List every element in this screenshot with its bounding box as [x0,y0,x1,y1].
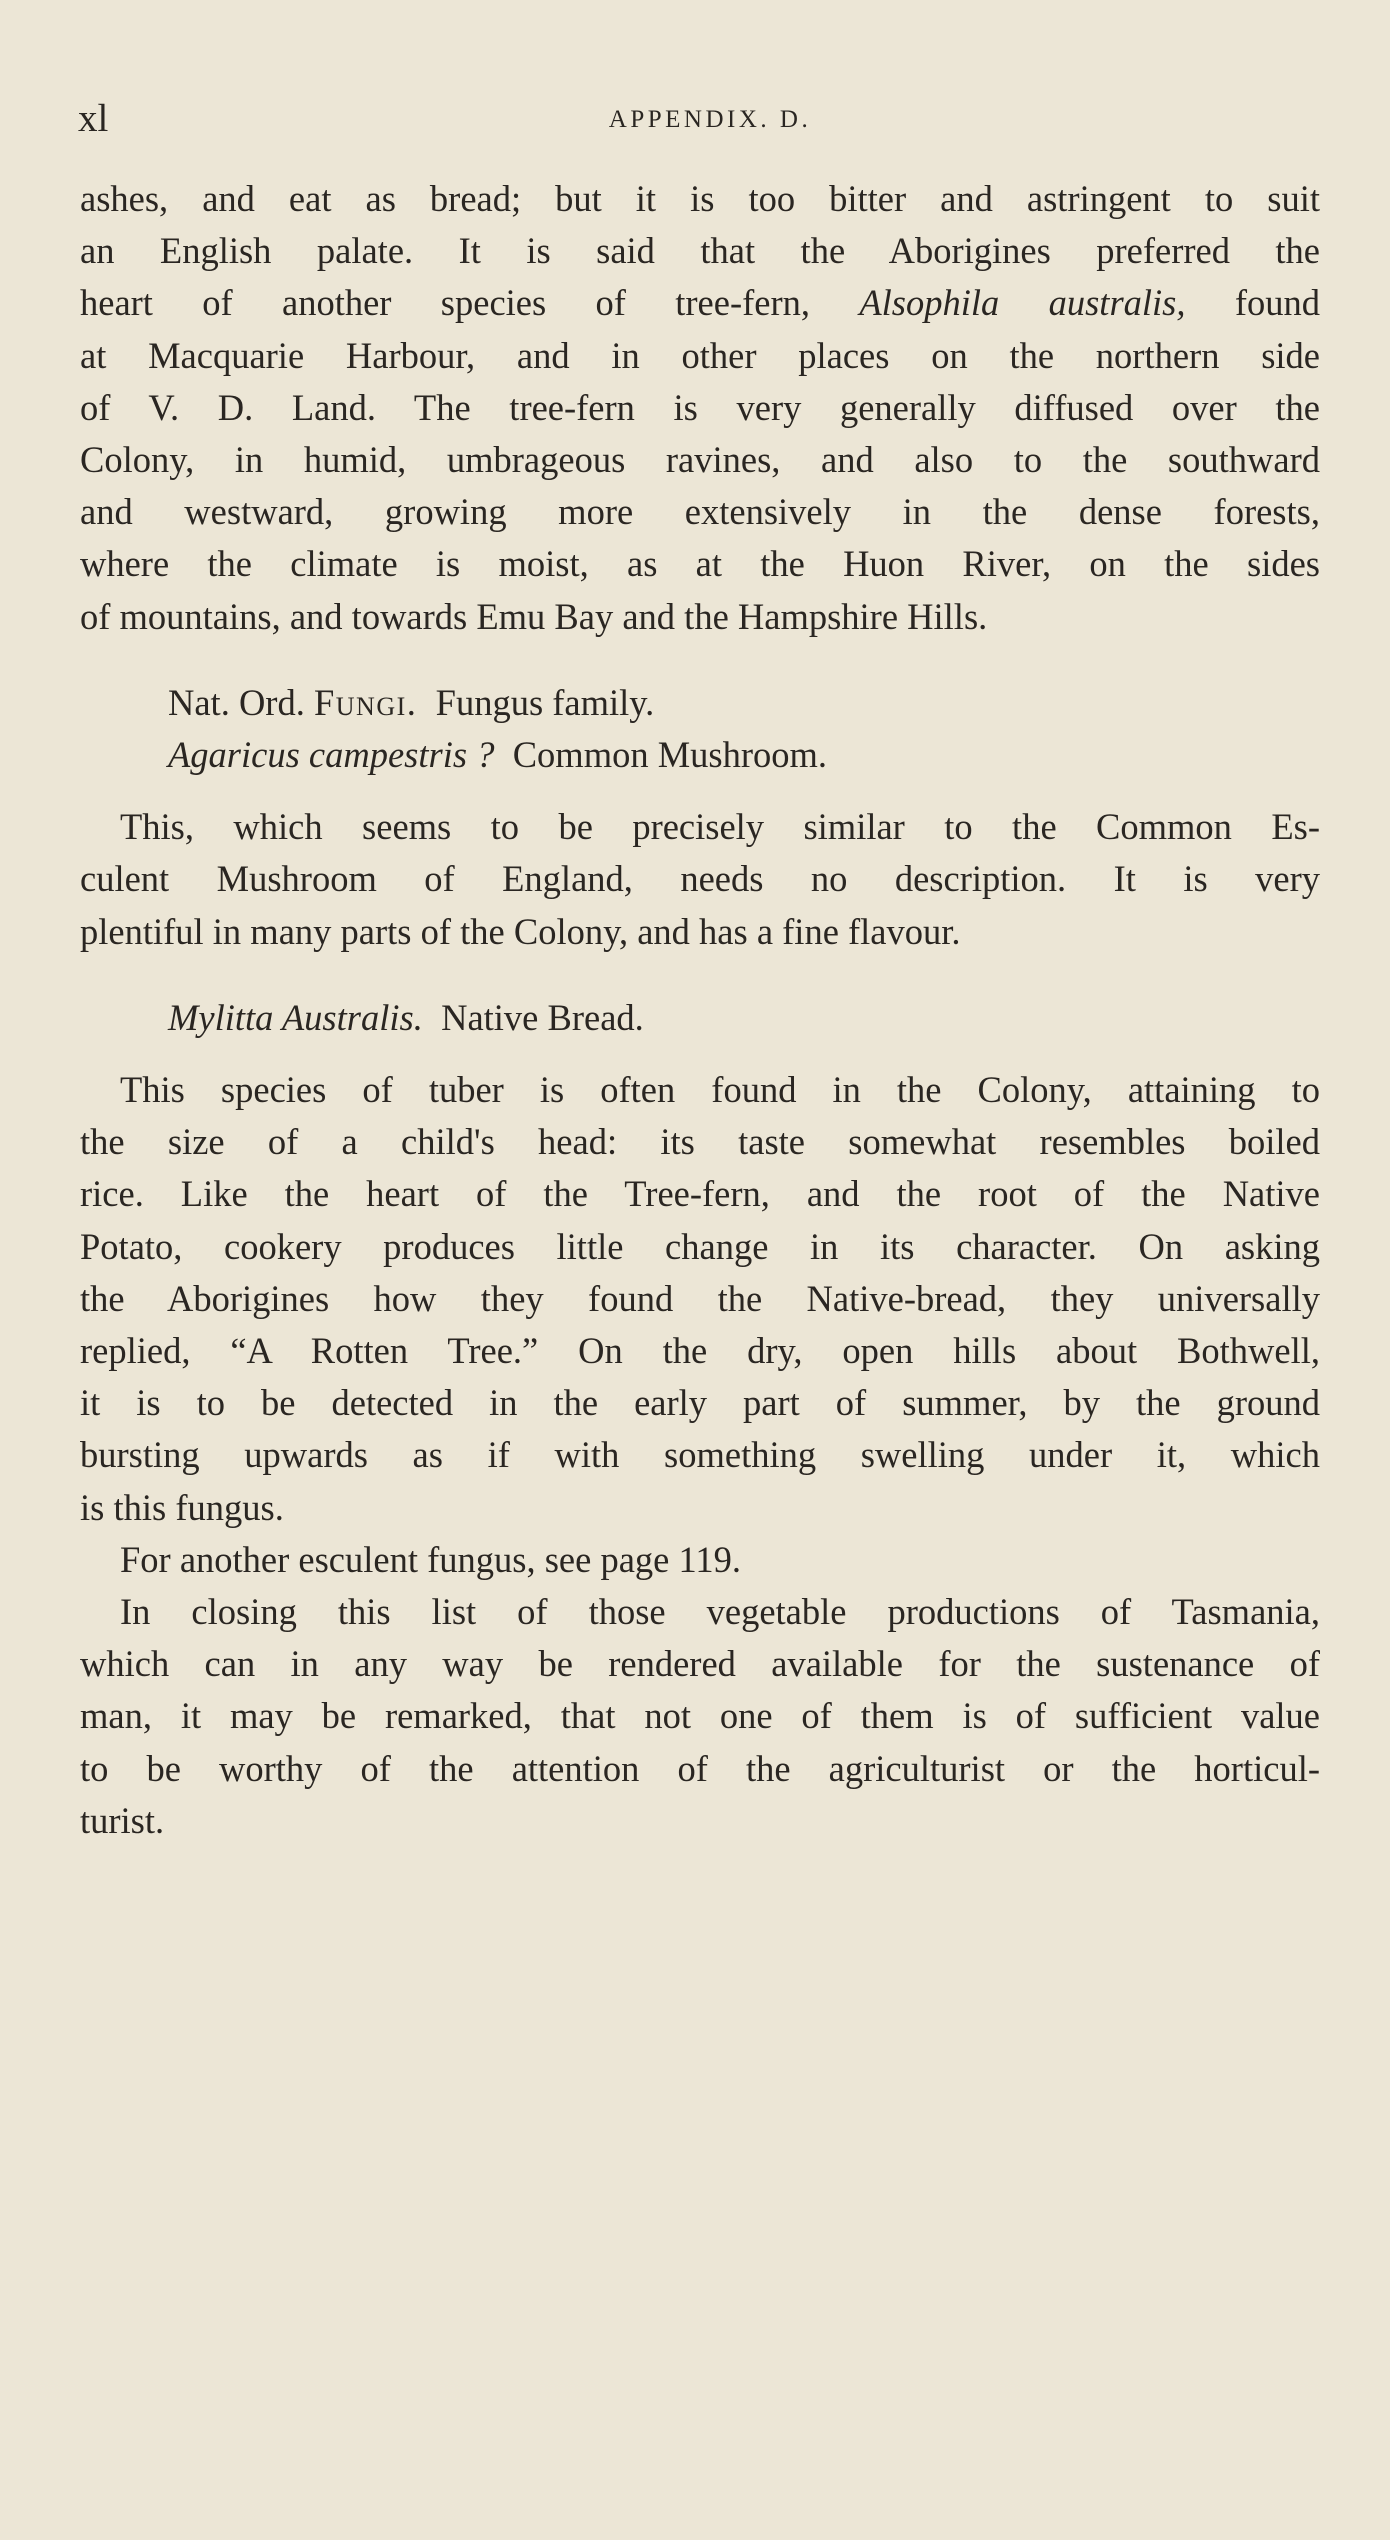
text-line: man, it may be remarked, that not one of them is of sufficient value [80,1695,1320,1737]
paragraph-gap [80,1044,1320,1064]
text-line: of V. D. Land. The tree-fern is very generally diffused over the [80,386,1320,428]
text-line: of mountains, and towards Emu Bay and the Hampshire Hills. [80,595,988,637]
text-line: to be worthy of the attention of the agriculturist or the horticul- [80,1747,1320,1789]
running-title: APPENDIX. D. [608,106,812,133]
text-run: heart of another species of tree-fern, [80,282,810,324]
text-line: at Macquarie Harbour, and in other places on the northern side [80,334,1320,376]
paragraph-tree-fern [80,173,1320,643]
species-heading-mylitta [80,992,1320,1044]
text-line: Potato, cookery produces little change in its character. On asking [80,1225,1320,1267]
section-fungi [80,677,1320,958]
page-number: xl [78,97,109,140]
text-line: turist. [80,1799,165,1841]
paragraph-closing [80,1586,1320,1847]
species-latin-name: Mylitta Australis. [168,996,423,1038]
text-line: bursting upwards as if with something swelling under it, which [80,1434,1320,1476]
text-line: For another esculent fungus, see page 119. [120,1538,741,1580]
text-line: rice. Like the heart of the Tree-fern, and the root of the Native [80,1173,1320,1215]
text-line: replied, “A Rotten Tree.” On the dry, open hills about Bothwell, [80,1330,1320,1372]
text-line: is this fungus. [80,1486,284,1528]
text-line: culent Mushroom of England, needs no description. It is very [80,858,1320,900]
text-line: an English palate. It is said that the Aborigines preferred the [80,230,1320,272]
text-line: This species of tuber is often found in the Colony, attaining to [120,1069,1320,1111]
paragraph-gap [80,643,1320,677]
species-name-alsophila: Alsophila australis, [859,282,1186,324]
body-text [80,173,1320,1847]
species-common-name: Native Bread. [441,996,644,1038]
order-description: Fungus family. [435,681,655,723]
text-line: and westward, growing more extensively in the dense forests, [80,491,1320,533]
order-prefix: Nat. Ord. [168,681,305,723]
species-latin-name: Agaricus campestris ? [168,734,495,776]
order-heading [80,677,1320,729]
text-run: found [1234,282,1320,324]
species-common-name: Common Mushroom. [512,734,828,776]
paragraph-esculent-fungus [80,1534,1320,1586]
paragraph-gap [80,781,1320,801]
text-line: it is to be detected in the early part of summer, by the ground [80,1382,1320,1424]
section-mylitta [80,992,1320,1534]
text-line [80,277,1320,329]
species-heading-agaricus [80,729,1320,781]
paragraph-gap [80,958,1320,992]
text-line: the size of a child's head: its taste somewhat resembles boiled [80,1121,1320,1163]
text-line: This, which seems to be precisely similar to the Common Es- [120,806,1320,848]
text-line: plentiful in many parts of the Colony, and has a fine flavour. [80,910,961,952]
text-line: the Aborigines how they found the Native-bread, they universally [80,1277,1320,1319]
text-line: In closing this list of those vegetable productions of Tasmania, [120,1591,1320,1633]
text-line: ashes, and eat as bread; but it is too bitter and astringent to suit [80,178,1320,219]
text-line: which can in any way be rendered available for the sustenance of [80,1643,1320,1685]
text-line: Colony, in humid, umbrageous ravines, and also to the southward [80,439,1320,481]
order-name: Fungi. [313,681,418,723]
text-line: where the climate is moist, as at the Huon River, on the sides [80,543,1320,585]
running-head [0,94,1390,144]
